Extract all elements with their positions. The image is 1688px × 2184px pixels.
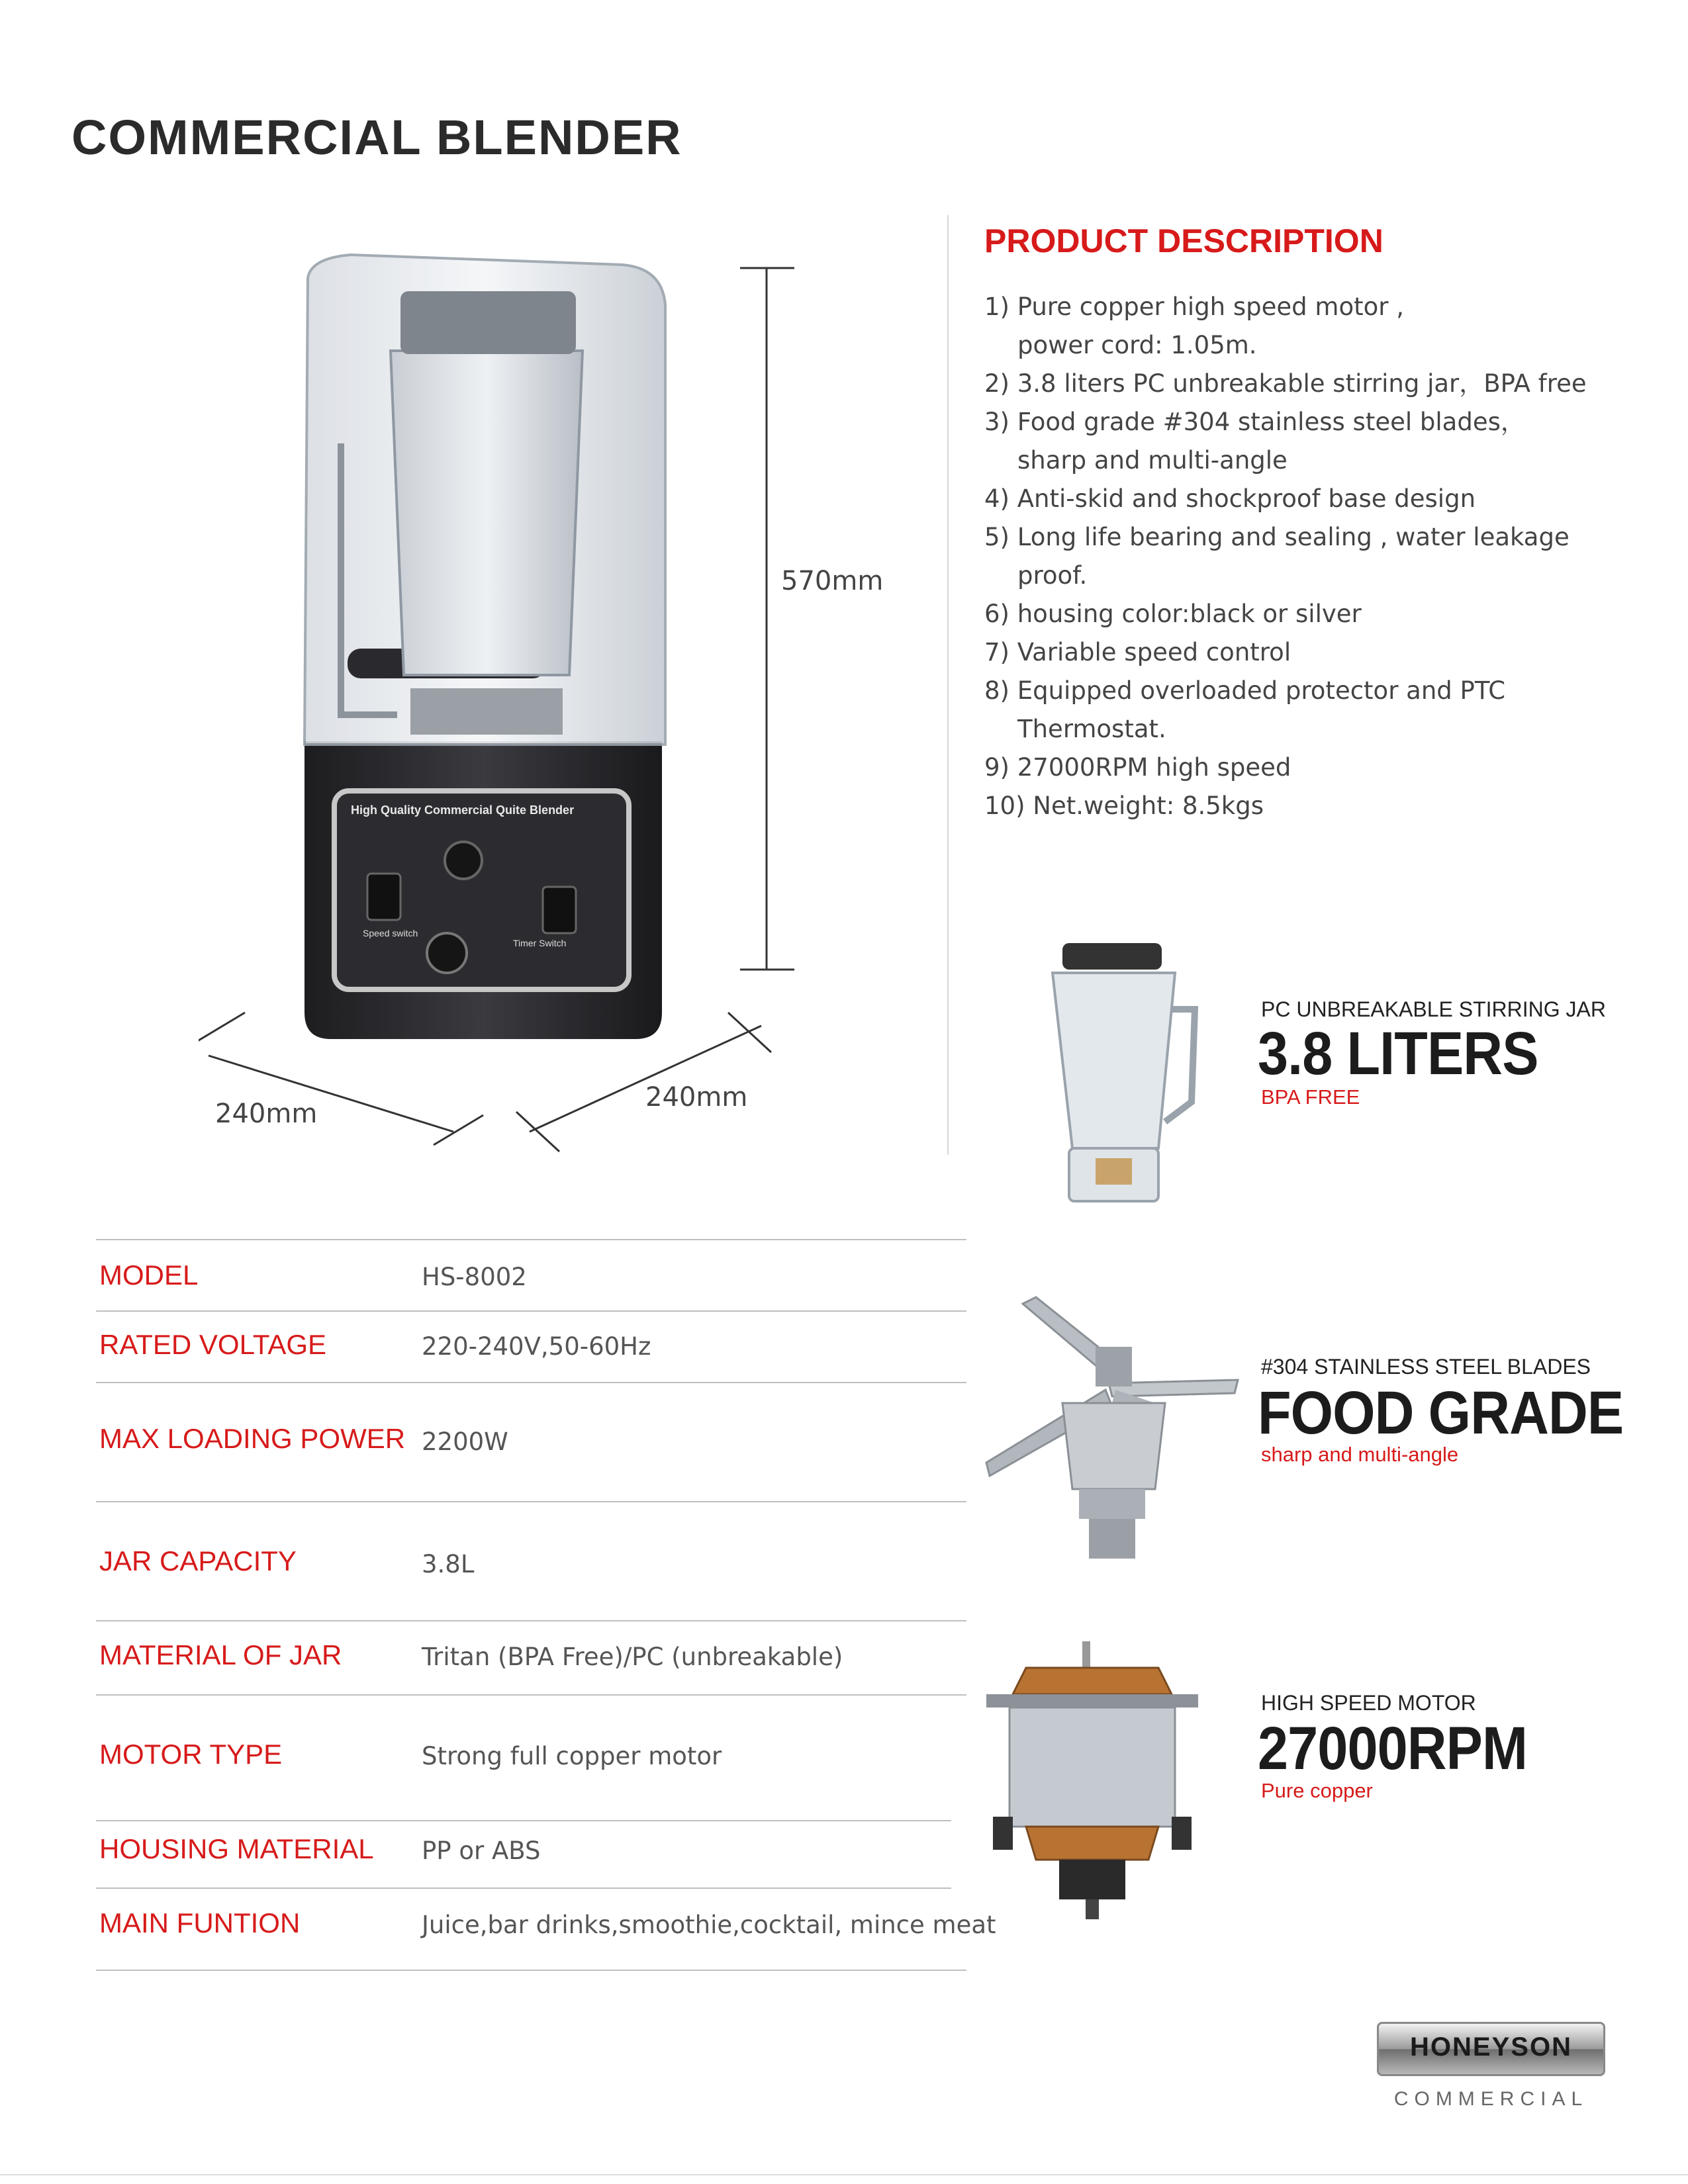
- description-item: 10) Net.weight: 8.5kgs: [984, 792, 1264, 820]
- description-item: 3) Food grade #304 stainless steel blades，: [984, 408, 1525, 436]
- table-divider: [96, 1820, 951, 1821]
- brand-name: HONEYSON: [1410, 2032, 1572, 2062]
- table-divider: [96, 1694, 966, 1696]
- spec-key-model: MODEL: [99, 1259, 199, 1291]
- spec-key-housing-material: HOUSING MATERIAL: [99, 1833, 374, 1864]
- description-item: 9) 27000RPM high speed: [984, 753, 1291, 782]
- description-list: [984, 288, 1646, 825]
- table-divider: [96, 1310, 966, 1312]
- width-dimension-label: 240mm: [645, 1082, 748, 1113]
- footer-rule: [0, 2174, 1688, 2175]
- table-divider: [96, 1501, 966, 1502]
- blade-image: [976, 1291, 1248, 1569]
- feature-motor-sub: Pure copper: [1261, 1779, 1373, 1802]
- brand-subtitle: COMMERCIAL: [1393, 2088, 1589, 2110]
- description-item: Thermostat.: [1017, 715, 1166, 743]
- spec-key-main-function: MAIN FUNTION: [99, 1907, 301, 1938]
- description-item: 1) Pure copper high speed motor ,: [984, 293, 1404, 321]
- motor-image: [980, 1641, 1205, 1919]
- description-item: 4) Anti-skid and shockproof base design: [984, 484, 1476, 513]
- page-title: COMMERCIAL BLENDER: [71, 110, 682, 165]
- column-divider: [947, 215, 949, 1155]
- description-item: 2) 3.8 liters PC unbreakable stirring jar，BPA free: [984, 369, 1587, 398]
- spec-value-model: HS-8002: [422, 1263, 527, 1291]
- jar-image: [1033, 936, 1198, 1214]
- feature-motor-value: 27000RPM: [1258, 1715, 1528, 1782]
- description-item: 7) Variable speed control: [984, 638, 1291, 666]
- description-item: 6) housing color:black or silver: [984, 600, 1362, 628]
- depth-dimension-label: 240mm: [215, 1099, 318, 1129]
- spec-value-main-function: Juice,bar drinks,smoothie,cocktail, mince meat: [422, 1911, 996, 1939]
- table-divider: [96, 1382, 966, 1383]
- table-divider: [96, 1888, 951, 1889]
- spec-key-motor-type: MOTOR TYPE: [99, 1739, 283, 1770]
- spec-value-jar-capacity: 3.8L: [422, 1550, 475, 1578]
- blender-product-image: [199, 251, 794, 1158]
- description-item: sharp and multi-angle: [1017, 446, 1288, 475]
- description-item: proof.: [1017, 561, 1088, 590]
- description-item: 5) Long life bearing and sealing , water leakage: [984, 523, 1570, 551]
- feature-blade-value: FOOD GRADE: [1258, 1379, 1624, 1447]
- table-divider: [96, 1239, 966, 1240]
- table-divider: [96, 1620, 966, 1621]
- speed-switch-label: Speed switch: [363, 928, 418, 938]
- spec-value-jar-material: Tritan (BPA Free)/PC (unbreakable): [422, 1643, 843, 1671]
- spec-key-max-power: MAX LOADING POWER: [99, 1423, 406, 1454]
- spec-key-rated-voltage: RATED VOLTAGE: [99, 1329, 327, 1360]
- feature-motor-label: HIGH SPEED MOTOR: [1261, 1691, 1476, 1715]
- feature-jar-label: PC UNBREAKABLE STIRRING JAR: [1261, 997, 1606, 1021]
- spec-value-motor-type: Strong full copper motor: [422, 1742, 722, 1770]
- spec-key-jar-capacity: JAR CAPACITY: [99, 1545, 297, 1576]
- panel-title: High Quality Commercial Quite Blender: [351, 803, 575, 817]
- feature-jar-value: 3.8 LITERS: [1258, 1020, 1538, 1087]
- description-heading: PRODUCT DESCRIPTION: [984, 222, 1383, 259]
- spec-key-jar-material: MATERIAL OF JAR: [99, 1639, 342, 1670]
- spec-value-housing-material: PP or ABS: [422, 1837, 541, 1865]
- feature-blade-label: #304 STAINLESS STEEL BLADES: [1261, 1355, 1591, 1379]
- feature-jar-sub: BPA FREE: [1261, 1085, 1360, 1109]
- table-divider: [96, 1970, 966, 1971]
- description-item: power cord: 1.05m.: [1017, 331, 1257, 359]
- feature-blade-sub: sharp and multi-angle: [1261, 1443, 1459, 1466]
- timer-switch-label: Timer Switch: [513, 938, 567, 948]
- spec-value-rated-voltage: 220-240V,50-60Hz: [422, 1332, 651, 1361]
- description-item: 8) Equipped overloaded protector and PTC: [984, 676, 1506, 705]
- spec-value-max-power: 2200W: [422, 1428, 508, 1456]
- height-dimension-label: 570mm: [781, 566, 884, 596]
